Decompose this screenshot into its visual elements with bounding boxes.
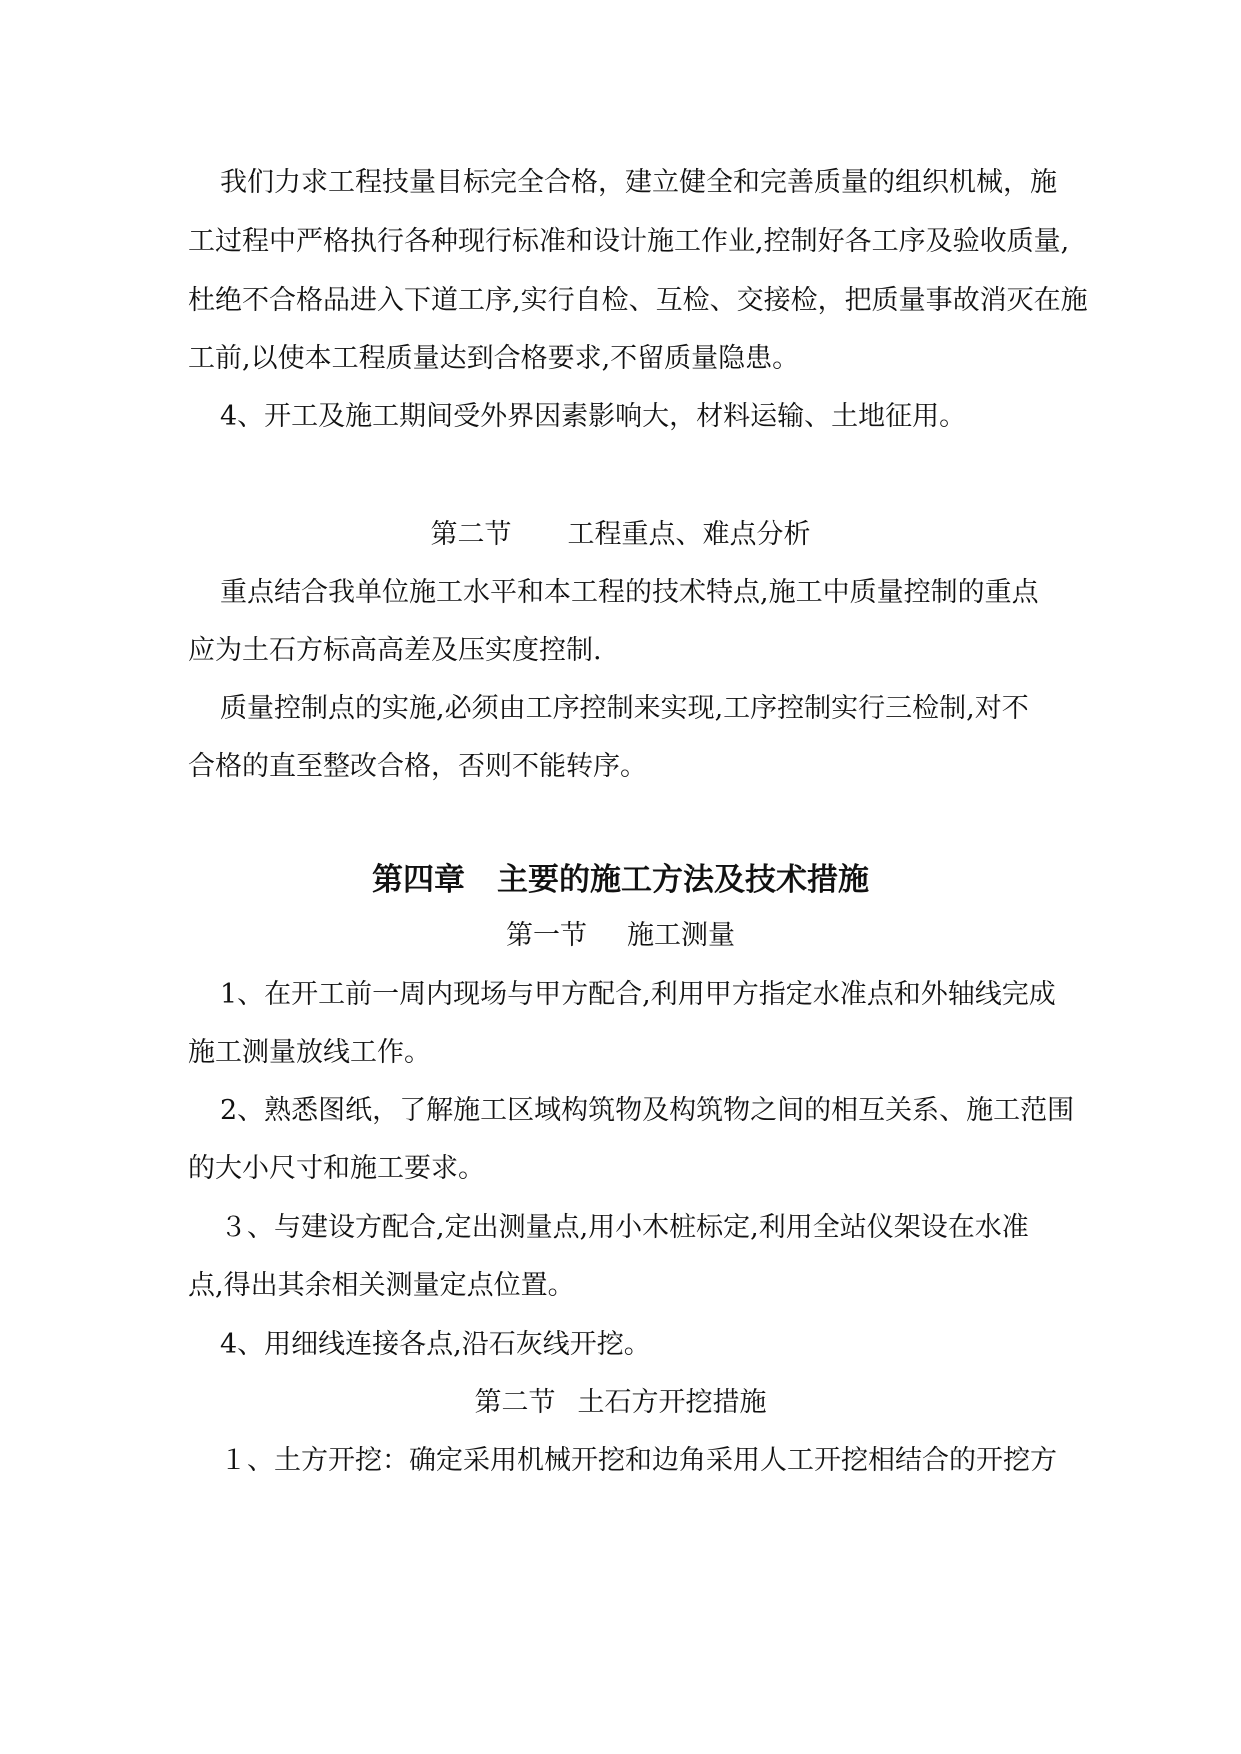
paragraph-line: 工过程中严格执行各种现行标准和设计施工作业,控制好各工序及验收质量,	[188, 226, 1070, 257]
paragraph-line: 的大小尺寸和施工要求。	[188, 1153, 485, 1184]
section-heading	[0, 1383, 1241, 1423]
section-label: 第一节	[506, 920, 587, 951]
section-title: 土石方开挖措施	[577, 1387, 767, 1418]
section-title: 施工测量	[627, 920, 735, 951]
paragraph-line: 应为土石方标高高差及压实度控制.	[188, 635, 602, 666]
paragraph-line: 1、在开工前一周内现场与甲方配合,利用甲方指定水准点和外轴线完成	[220, 979, 1056, 1010]
chapter-heading	[0, 858, 1241, 902]
paragraph-line: 4、用细线连接各点,沿石灰线开挖。	[220, 1329, 651, 1360]
paragraph-line: 点,得出其余相关测量定点位置。	[188, 1270, 575, 1301]
chapter-label: 第四章	[372, 862, 465, 898]
paragraph-line: 合格的直至整改合格，否则不能转序。	[188, 751, 647, 782]
section-heading	[0, 515, 1241, 555]
section-label: 第二节	[430, 519, 512, 550]
paragraph-line: 我们力求工程技量目标完全合格，建立健全和完善质量的组织机械，施	[220, 167, 1057, 198]
paragraph-line: 2、熟悉图纸，了解施工区域构筑物及构筑物之间的相互关系、施工范围	[220, 1095, 1075, 1126]
paragraph-line: 施工测量放线工作。	[188, 1037, 431, 1068]
paragraph-line: 质量控制点的实施,必须由工序控制来实现,工序控制实行三检制,对不	[220, 693, 1029, 724]
paragraph-line: 工前,以使本工程质量达到合格要求,不留质量隐患。	[188, 343, 800, 374]
paragraph-line: ３、与建设方配合,定出测量点,用小木桩标定,利用全站仪架设在水准	[220, 1212, 1029, 1243]
paragraph-line: 4、开工及施工期间受外界因素影响大，材料运输、土地征用。	[220, 401, 967, 432]
paragraph-line: １、土方开挖：确定采用机械开挖和边角采用人工开挖相结合的开挖方	[220, 1445, 1057, 1476]
paragraph-line: 杜绝不合格品进入下道工序,实行自检、互检、交接检，把质量事故消灭在施	[188, 285, 1088, 316]
paragraph-line: 重点结合我单位施工水平和本工程的技术特点,施工中质量控制的重点	[220, 577, 1039, 608]
section-heading	[0, 916, 1241, 956]
section-title: 工程重点、难点分析	[567, 519, 811, 550]
chapter-title: 主要的施工方法及技术措施	[497, 862, 869, 898]
section-label: 第二节	[474, 1387, 556, 1418]
